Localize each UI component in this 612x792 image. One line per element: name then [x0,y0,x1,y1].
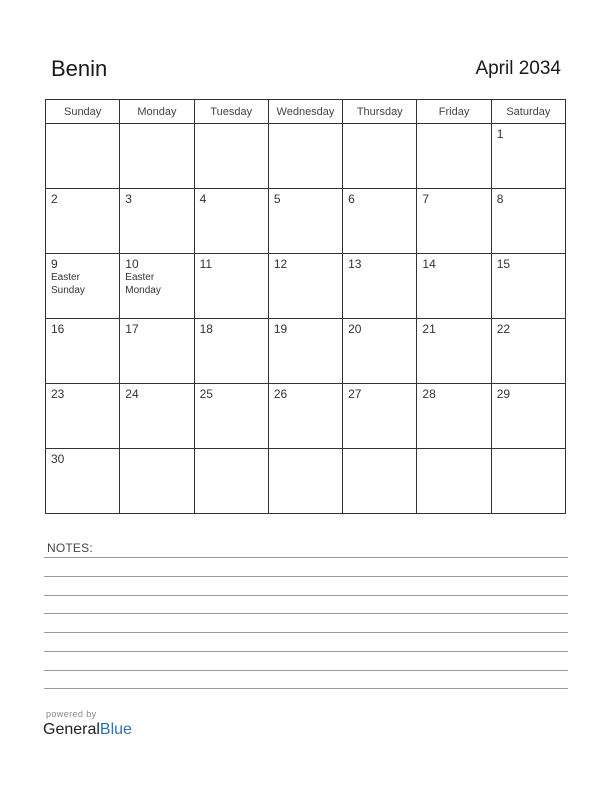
day-number: 8 [496,192,504,206]
day-cell [343,449,417,514]
day-number: 17 [125,322,139,336]
day-cell [343,124,417,189]
day-cell [343,384,417,449]
day-cell [194,319,268,384]
day-cell [194,384,268,449]
day-number: 23 [51,387,65,401]
weekday-thursday: Thursday [343,100,417,124]
day-cell [194,124,268,189]
day-cell [491,384,565,449]
day-number: 2 [51,192,58,206]
holiday-label: Easter [51,272,80,283]
day-number: 24 [125,387,139,401]
notes-line [44,632,568,633]
notes-line [44,576,568,577]
day-cell [417,449,491,514]
day-cell [194,449,268,514]
day-number: 12 [273,257,288,271]
week-row [46,124,566,189]
day-cell [343,189,417,254]
holiday-label: Easter [125,272,155,283]
notes-line [44,651,568,652]
day-number: 9 [51,257,58,271]
weekday-saturday: Saturday [491,100,565,124]
day-cell [343,319,417,384]
notes-line [44,595,568,596]
holiday-label: Sunday [51,285,85,296]
day-cell [417,124,491,189]
notes-line [44,557,568,558]
day-number: 18 [199,322,213,336]
day-number: 11 [199,257,213,271]
day-number: 20 [348,322,362,336]
day-number: 21 [422,322,436,336]
day-cell [417,189,491,254]
day-cell [268,384,342,449]
day-cell [46,449,120,514]
powered-by-text: powered by [46,709,97,719]
day-cell [120,384,194,449]
day-cell [491,124,565,189]
weekday-wednesday: Wednesday [268,100,342,124]
day-cell [268,449,342,514]
day-number: 27 [348,387,362,401]
day-number: 22 [496,322,511,336]
day-cell [491,189,565,254]
brand-general: General [43,721,100,738]
week-row [46,189,566,254]
weekday-friday: Friday [417,100,491,124]
notes-line [44,688,568,689]
day-cell [120,254,194,319]
day-cell [194,254,268,319]
day-number: 13 [348,257,362,271]
day-number: 29 [496,387,511,401]
generalblue-logo[interactable] [43,721,132,739]
day-number: 19 [273,322,288,336]
day-number: 25 [199,387,213,401]
day-cell [46,124,120,189]
weekday-sunday: Sunday [46,100,120,124]
day-number: 10 [125,257,139,271]
calendar-body [46,124,566,514]
weekday-header-row [46,100,566,124]
day-number: 6 [348,192,355,206]
day-cell [268,124,342,189]
day-cell [46,384,120,449]
notes-line [44,670,568,671]
day-number: 4 [199,192,207,206]
day-number: 16 [51,322,65,336]
day-cell [491,254,565,319]
day-cell [194,189,268,254]
brand-blue: Blue [99,721,132,738]
day-cell [46,254,120,319]
country-title: Benin [51,56,108,81]
day-cell [120,319,194,384]
day-cell [491,449,565,514]
week-row [46,449,566,514]
day-cell [417,254,491,319]
day-cell [120,124,194,189]
calendar-grid [45,99,566,514]
day-cell [46,189,120,254]
day-cell [120,189,194,254]
day-cell [268,189,342,254]
month-year-title: April 2034 [475,58,561,79]
holiday-label: Monday [125,285,161,296]
day-number: 26 [273,387,288,401]
weekday-tuesday: Tuesday [194,100,268,124]
week-row [46,254,566,319]
day-cell [343,254,417,319]
day-number: 28 [422,387,436,401]
notes-line [44,613,568,614]
day-cell [120,449,194,514]
day-number: 14 [422,257,436,271]
day-number: 1 [496,127,504,141]
day-cell [268,254,342,319]
week-row [46,384,566,449]
day-number: 5 [273,192,281,206]
day-cell [268,319,342,384]
day-cell [417,319,491,384]
day-cell [417,384,491,449]
notes-label: NOTES: [47,541,93,555]
day-number: 3 [125,192,132,206]
week-row [46,319,566,384]
day-number: 7 [422,192,430,206]
day-cell [46,319,120,384]
day-number: 15 [496,257,511,271]
day-number: 30 [51,452,65,466]
weekday-monday: Monday [120,100,194,124]
day-cell [491,319,565,384]
